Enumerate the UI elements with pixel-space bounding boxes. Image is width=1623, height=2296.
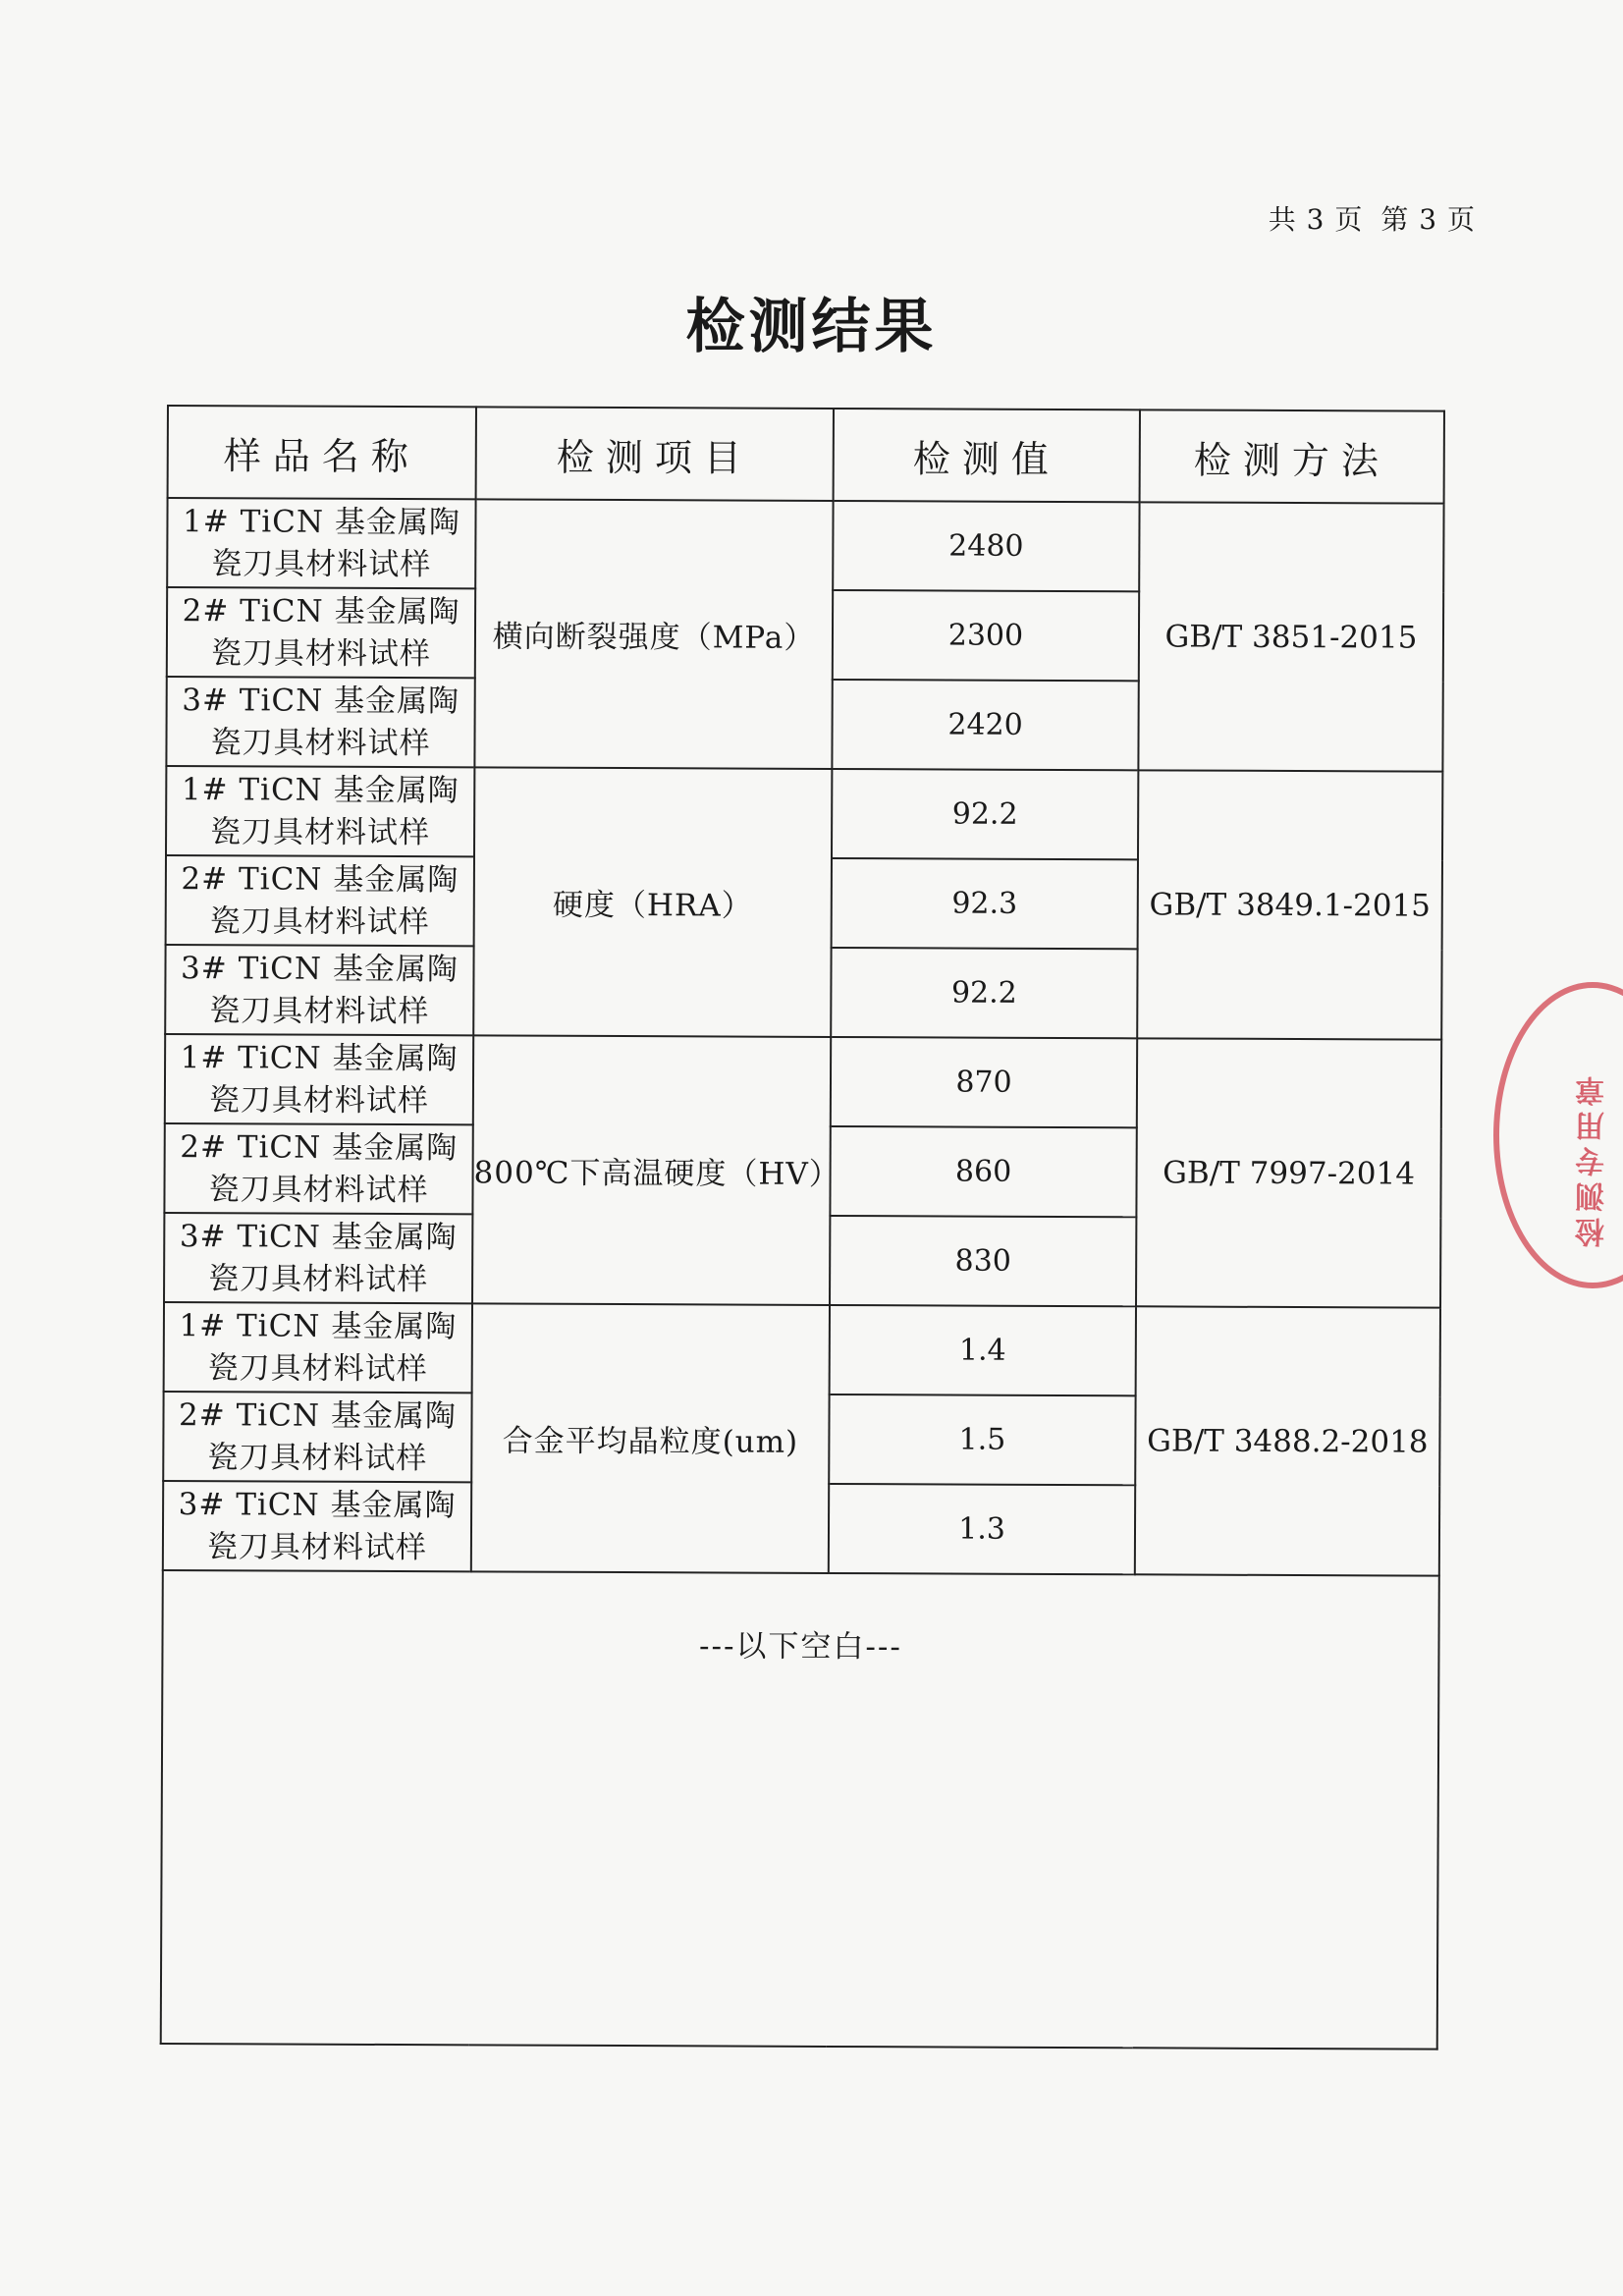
test-method-cell: GB/T 3488.2-2018 (1135, 1306, 1440, 1575)
results-table (160, 405, 1445, 2050)
table-row (165, 1034, 1441, 1129)
sample-name-cell: 2# TiCN 基金属陶瓷刀具材料试样 (164, 1123, 472, 1214)
test-value-cell: 870 (831, 1037, 1137, 1127)
document-title: 检测结果 (685, 293, 938, 361)
table-header-row (168, 406, 1444, 504)
table-row (167, 498, 1443, 593)
test-value-cell: 1.3 (829, 1484, 1135, 1574)
sample-name-cell: 2# TiCN 基金属陶瓷刀具材料试样 (167, 587, 475, 678)
header-test-value: 检测值 (834, 409, 1140, 502)
test-value-cell: 1.4 (830, 1305, 1136, 1395)
test-value-cell: 2300 (833, 590, 1139, 681)
blank-row (161, 1570, 1439, 2050)
test-method-cell: GB/T 3851-2015 (1138, 502, 1443, 771)
test-value-cell: 92.2 (832, 769, 1138, 859)
header-test-method: 检测方法 (1140, 410, 1444, 503)
test-value-cell: 1.5 (829, 1394, 1135, 1485)
test-item-cell: 硬度（HRA） (473, 767, 832, 1037)
test-item-cell: 合金平均晶粒度(um) (471, 1303, 830, 1573)
sample-name-cell: 3# TiCN 基金属陶瓷刀具材料试样 (166, 677, 474, 767)
test-value-cell: 830 (830, 1216, 1136, 1306)
test-value-cell: 2420 (832, 680, 1138, 770)
sample-name-cell: 1# TiCN 基金属陶瓷刀具材料试样 (166, 766, 474, 856)
table-row (166, 766, 1442, 861)
sample-name-cell: 3# TiCN 基金属陶瓷刀具材料试样 (163, 1481, 471, 1571)
sample-name-cell: 1# TiCN 基金属陶瓷刀具材料试样 (167, 498, 475, 588)
test-value-cell: 2480 (833, 501, 1139, 591)
sample-name-cell: 1# TiCN 基金属陶瓷刀具材料试样 (164, 1302, 472, 1393)
page-current: 第 3 页 (1380, 203, 1476, 236)
test-value-cell: 92.2 (831, 948, 1137, 1038)
sample-name-cell: 2# TiCN 基金属陶瓷刀具材料试样 (163, 1392, 471, 1482)
sample-name-cell: 1# TiCN 基金属陶瓷刀具材料试样 (165, 1034, 473, 1124)
sample-name-cell: 3# TiCN 基金属陶瓷刀具材料试样 (164, 1213, 472, 1303)
stamp-text: 检测专用章 (1576, 1070, 1610, 1247)
blank-note: ---以下空白--- (161, 1570, 1439, 2050)
results-table-wrapper (160, 405, 1443, 2050)
header-sample-name: 样品名称 (168, 406, 476, 499)
sample-name-cell: 3# TiCN 基金属陶瓷刀具材料试样 (165, 945, 473, 1035)
table-row (164, 1302, 1440, 1397)
page-number (1269, 198, 1476, 238)
test-item-cell: 800℃下高温硬度（HV） (472, 1035, 831, 1305)
header-test-item: 检测项目 (476, 407, 834, 501)
test-method-cell: GB/T 3849.1-2015 (1137, 770, 1442, 1039)
page-total: 共 3 页 (1268, 203, 1364, 236)
test-value-cell: 860 (830, 1126, 1136, 1217)
test-method-cell: GB/T 7997-2014 (1136, 1038, 1441, 1307)
test-value-cell: 92.3 (832, 858, 1138, 949)
sample-name-cell: 2# TiCN 基金属陶瓷刀具材料试样 (166, 855, 474, 946)
test-item-cell: 横向断裂强度（MPa） (474, 499, 833, 769)
